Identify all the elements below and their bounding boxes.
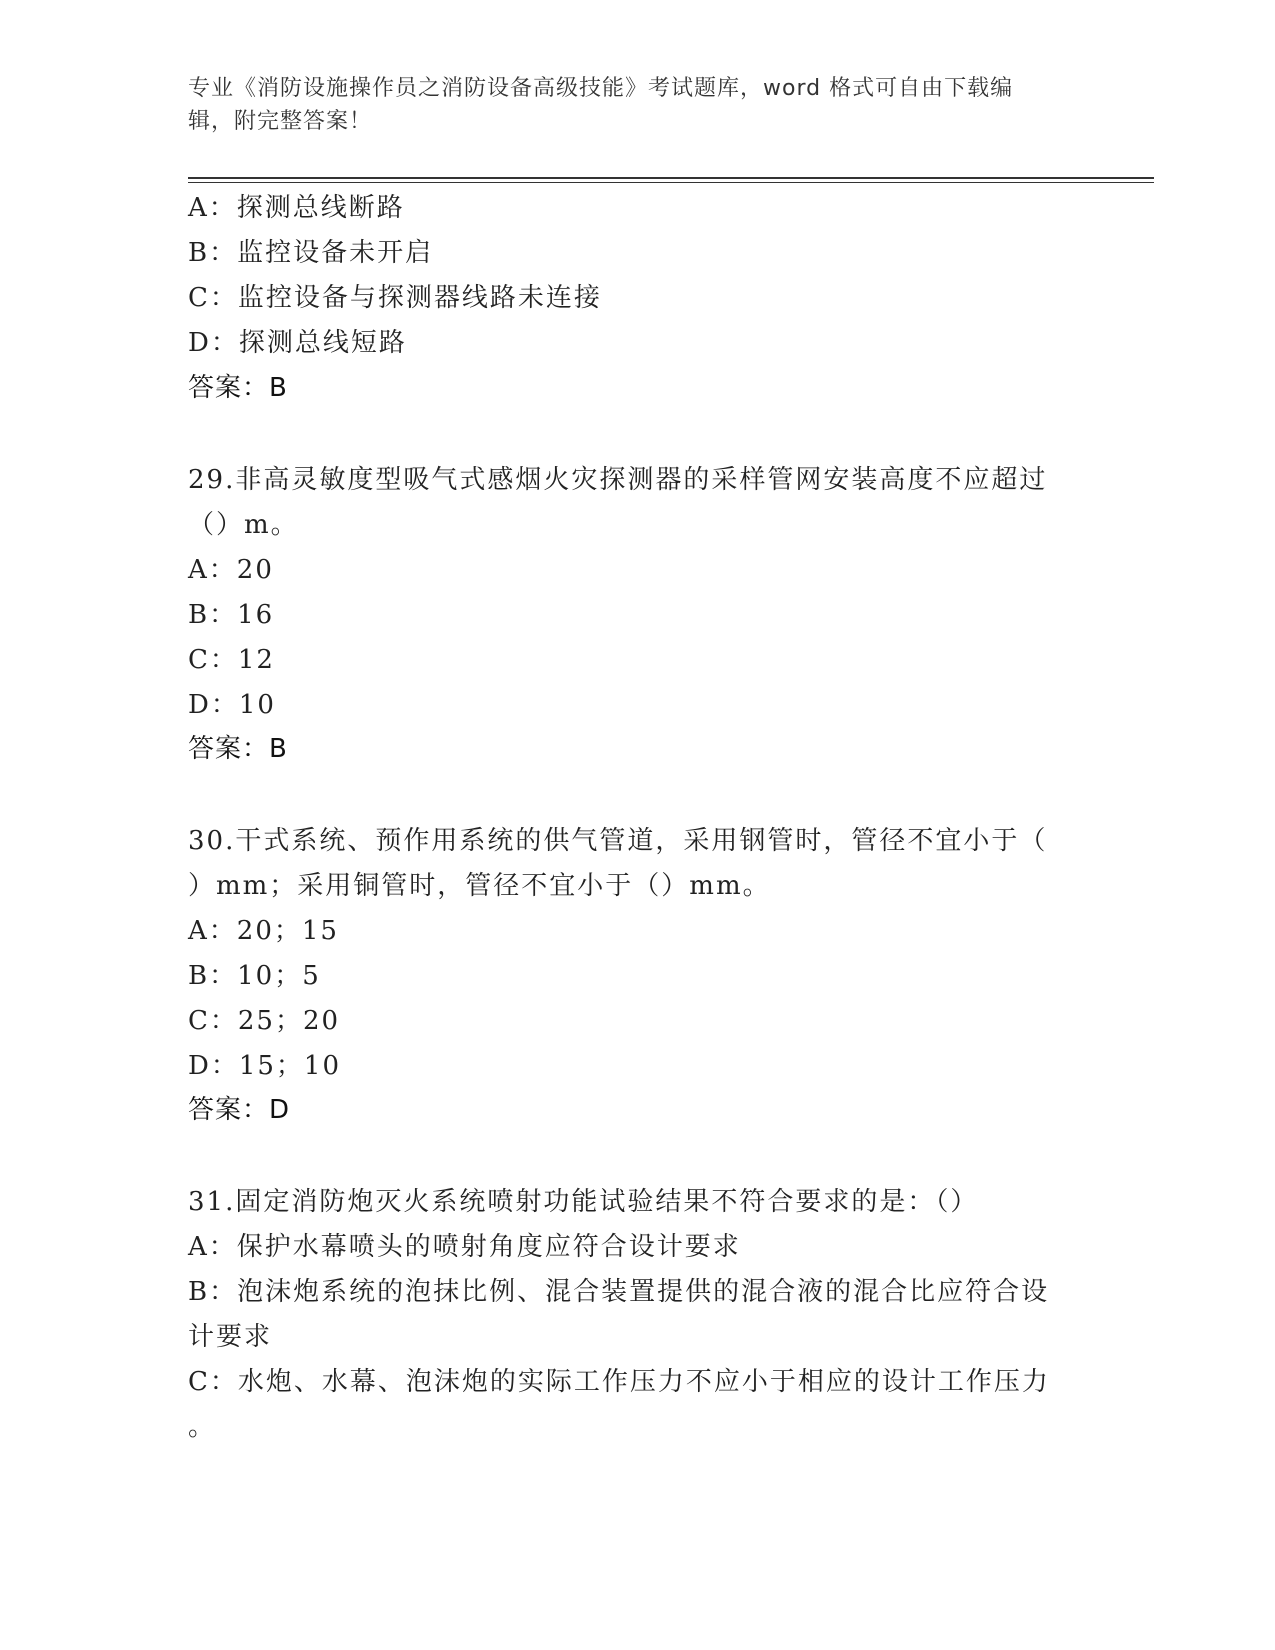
q28-option-c: C：监控设备与探测器线路未连接 <box>188 283 602 313</box>
q29-answer: 答案：B <box>188 734 288 764</box>
q30-answer: 答案：D <box>188 1095 291 1125</box>
q30-option-b: B：10；5 <box>188 961 321 991</box>
q31-option-c-line-2: 。 <box>188 1412 217 1442</box>
q29-option-d: D：10 <box>188 690 276 720</box>
q31-option-c-line-1: C：水炮、水幕、泡沫炮的实际工作压力不应小于相应的设计工作压力 <box>188 1367 1050 1397</box>
q31-option-b-line-1: B：泡沫炮系统的泡抹比例、混合装置提供的混合液的混合比应符合设 <box>188 1277 1050 1307</box>
q31-stem: 31.固定消防炮灭火系统喷射功能试验结果不符合要求的是：（） <box>188 1187 979 1217</box>
q31-option-a: A：保护水幕喷头的喷射角度应符合设计要求 <box>188 1232 741 1262</box>
q30-option-d: D：15；10 <box>188 1051 342 1081</box>
q29-stem-line-1: 29.非高灵敏度型吸气式感烟火灾探测器的采样管网安装高度不应超过 <box>188 465 1048 495</box>
q30-option-c: C：25；20 <box>188 1006 341 1036</box>
q29-stem-line-2: （）m。 <box>188 510 299 540</box>
header-line-1: 专业《消防设施操作员之消防设备高级技能》考试题库，word 格式可自由下载编 <box>188 76 1014 101</box>
q30-option-a: A：20；15 <box>188 916 339 946</box>
header-divider-thick <box>188 177 1154 179</box>
q30-stem-line-2: ）mm；采用铜管时，管径不宜小于（）mm。 <box>188 871 771 901</box>
q28-option-d: D：探测总线短路 <box>188 328 407 358</box>
q31-option-b-line-2: 计要求 <box>188 1322 273 1352</box>
q29-option-b: B：16 <box>188 600 275 630</box>
header-line-2: 辑，附完整答案！ <box>188 109 373 134</box>
q28-option-b: B：监控设备未开启 <box>188 238 434 268</box>
q28-answer: 答案：B <box>188 373 288 403</box>
q29-option-c: C：12 <box>188 645 275 675</box>
document-header <box>188 72 1068 138</box>
q30-stem-line-1: 30.干式系统、预作用系统的供气管道，采用钢管时，管径不宜小于（ <box>188 826 1048 856</box>
header-divider-thin <box>188 182 1154 183</box>
q28-option-a: A：探测总线断路 <box>188 193 405 223</box>
q29-option-a: A：20 <box>188 555 274 585</box>
